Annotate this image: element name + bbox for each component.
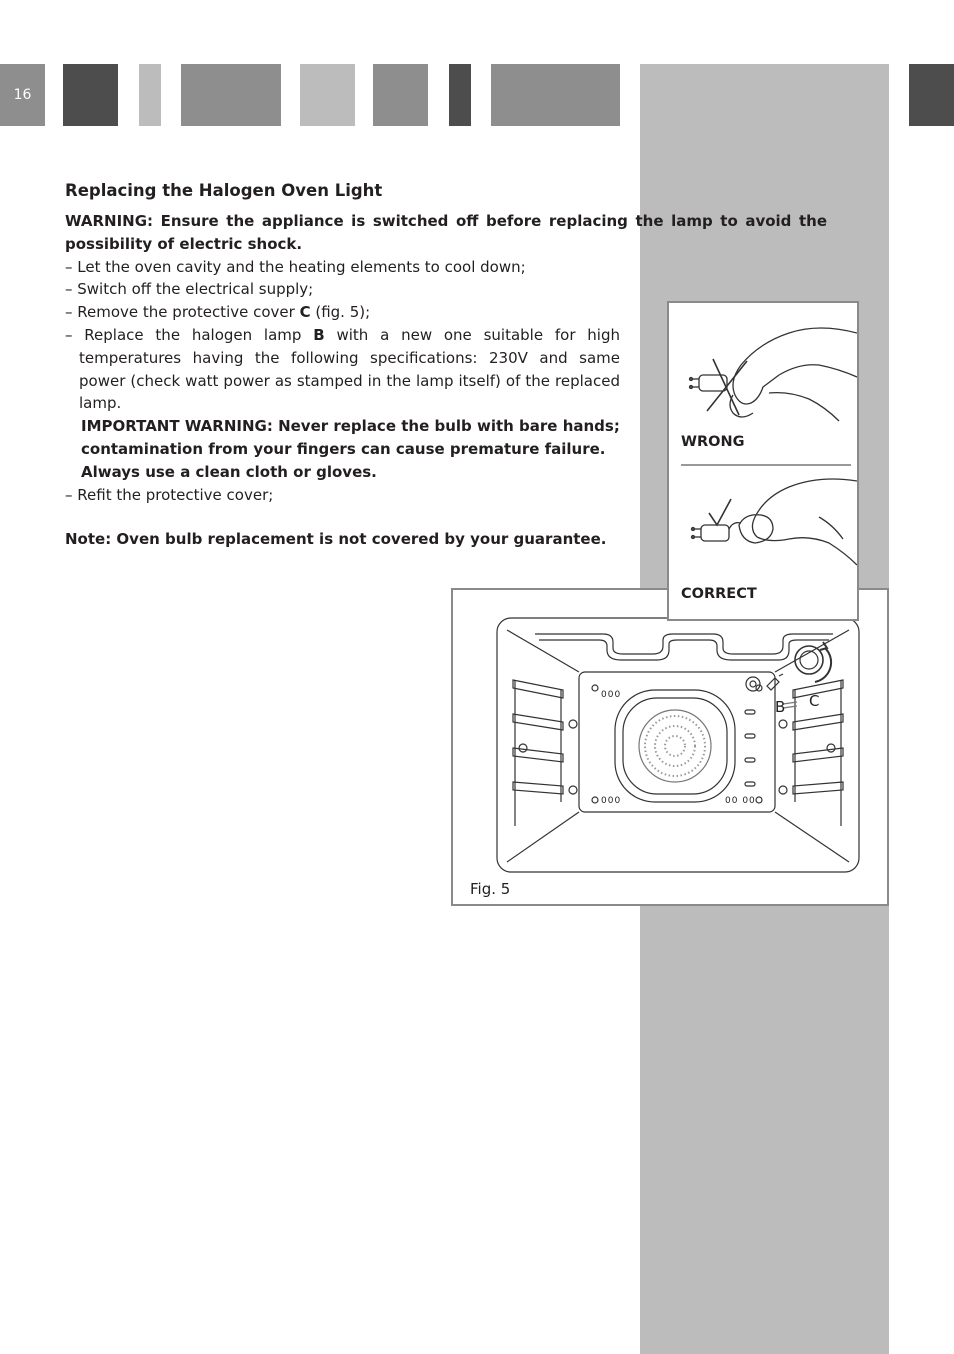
steps-list-end [65,484,620,507]
label-b: B [775,698,786,716]
section-title: Replacing the Halogen Oven Light [65,181,383,200]
oven-cavity-illustration [453,590,887,904]
warning-text: WARNING: Ensure the appliance is switched off before replacing the lamp to avoid the possibility of electric shock. [65,212,827,253]
header-block-8 [909,64,954,126]
list-item: – Switch off the electrical supply; [65,280,314,299]
wrong-label: WRONG [681,434,745,450]
lamp-handling-illustration [669,303,857,619]
list-item: – Let the oven cavity and the heating elements to cool down; [65,257,526,276]
page-number: 16 [13,87,32,103]
panel-marks: 000 [601,690,622,700]
header-block-6 [449,64,471,126]
label-c: C [809,692,820,710]
figure-5 [451,588,889,906]
steps-list [65,256,620,416]
header-block-5 [373,64,428,126]
header-block-2 [139,64,161,126]
figure-caption: Fig. 5 [470,880,511,898]
header-block-1 [63,64,118,126]
list-item: – Refit the protective cover; [65,485,274,504]
panel-marks: 000 [601,796,622,806]
lamp-handling-figure [667,301,859,621]
header-block-7 [491,64,620,126]
list-item: – Remove the protective cover C (fig. 5); [65,303,371,322]
correct-label: CORRECT [681,586,757,602]
header-block-4 [300,64,355,126]
important-warning: IMPORTANT WARNING: Never replace the bulb with bare hands; contamination from your fingers can cause premature failure. Always use a clean cloth or gloves. [81,417,620,481]
note-text: Note: Oven bulb replacement is not covered by your guarantee. [65,530,607,549]
panel-marks: 00 00 [725,796,756,806]
list-item: – Replace the halogen lamp B with a new one suitable for high temperatures having the following specifications: 230V and same power (check watt power as stamped in the lamp itself) of the replaced lamp. [65,325,620,413]
header-block-3 [181,64,281,126]
